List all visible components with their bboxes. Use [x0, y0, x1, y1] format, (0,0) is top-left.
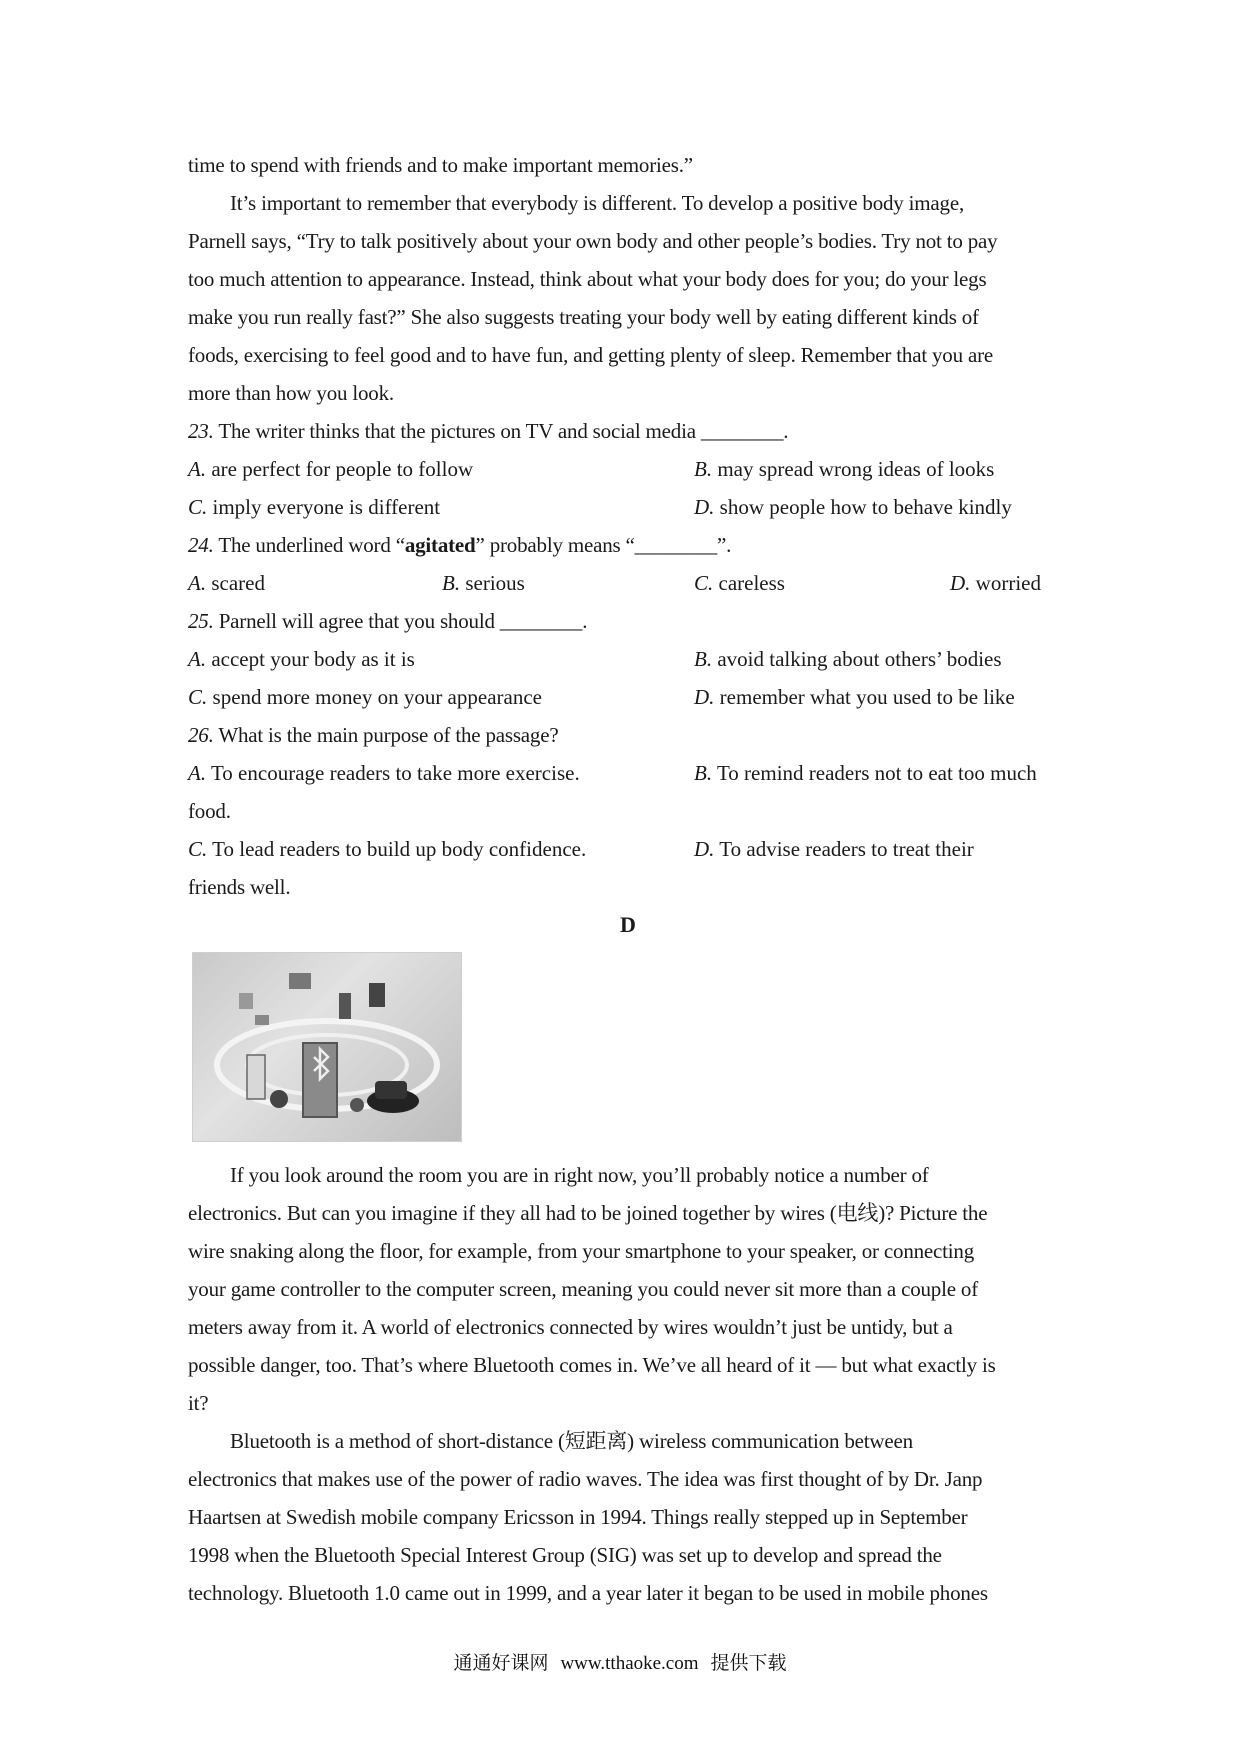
option-b-continued: food.	[188, 799, 231, 823]
option-b: B. To remind readers not to eat too much	[694, 761, 1037, 785]
passage-line: wire snaking along the floor, for example, from your smartphone to your speaker, or connecting	[188, 1239, 975, 1263]
options-row	[188, 830, 1060, 868]
question-stem: What is the main purpose of the passage?	[213, 723, 559, 747]
option-a: A. To encourage readers to take more exercise.	[188, 761, 580, 785]
option-a: A. accept your body as it is	[188, 647, 415, 671]
options-row	[188, 450, 1060, 488]
question-26	[188, 716, 1060, 754]
key-word: agitated	[404, 533, 476, 557]
option-c: C. spend more money on your appearance	[188, 685, 542, 709]
passage-line: It’s important to remember that everybody is different. To develop a positive body image,	[230, 191, 965, 215]
page-footer	[0, 1649, 1240, 1679]
question-number: 24.	[188, 533, 214, 557]
option-a: A. scared	[188, 571, 265, 595]
option-c: C. careless	[694, 571, 785, 595]
passage-line: more than how you look.	[188, 381, 394, 405]
question-stem: Parnell will agree that you should ________.	[213, 609, 588, 633]
passage-line: foods, exercising to feel good and to have fun, and getting plenty of sleep. Remember that you are	[188, 343, 993, 367]
passage-line: If you look around the room you are in right now, you’ll probably notice a number of	[230, 1163, 929, 1187]
option-d: D. remember what you used to be like	[694, 685, 1015, 709]
bluetooth-illustration-icon	[193, 953, 461, 1141]
footer-site-name: 通通好课网	[453, 1653, 549, 1674]
question-number: 26.	[188, 723, 214, 747]
question-23	[188, 412, 1060, 450]
passage-line: electronics. But can you imagine if they all had to be joined together by wires (电线)? Picture the	[188, 1201, 988, 1225]
passage-line: it?	[188, 1391, 209, 1415]
option-d: D. To advise readers to treat their	[694, 837, 974, 861]
option-c: C. imply everyone is different	[188, 495, 441, 519]
options-row	[188, 640, 1060, 678]
passage-line: Haartsen at Swedish mobile company Ericsson in 1994. Things really stepped up in September	[188, 1505, 968, 1529]
bluetooth-devices-illustration	[192, 952, 462, 1142]
option-d: D. show people how to behave kindly	[694, 495, 1012, 519]
options-row	[188, 488, 1060, 526]
question-number: 23.	[188, 419, 214, 443]
passage-line: Parnell says, “Try to talk positively about your own body and other people’s bodies. Try not to pay	[188, 229, 998, 253]
passage-line: 1998 when the Bluetooth Special Interest Group (SIG) was set up to develop and spread the	[188, 1543, 942, 1567]
options-row	[188, 678, 1060, 716]
passage-line: time to spend with friends and to make important memories.”	[188, 153, 693, 177]
option-b: B. serious	[442, 571, 525, 595]
passage-line: technology. Bluetooth 1.0 came out in 1999, and a year later it began to be used in mobile phones	[188, 1581, 988, 1605]
question-25	[188, 602, 1060, 640]
option-d-continued: friends well.	[188, 875, 291, 899]
passage-line: Bluetooth is a method of short-distance (短距离) wireless communication between	[230, 1429, 913, 1453]
footer-url[interactable]: www.tthaoke.com	[560, 1653, 699, 1674]
passage-line: meters away from it. A world of electronics connected by wires wouldn’t just be untidy, but a	[188, 1315, 953, 1339]
question-24: 24. The underlined word “agitated” probably means “________”.	[188, 533, 732, 557]
document-page	[188, 146, 1060, 1612]
option-c: C. To lead readers to build up body confidence.	[188, 837, 587, 861]
question-stem: The writer thinks that the pictures on TV and social media ________.	[213, 419, 789, 443]
footer-tagline: 提供下载	[710, 1653, 787, 1674]
question-number: 25.	[188, 609, 214, 633]
option-b: B. may spread wrong ideas of looks	[694, 457, 995, 481]
option-d: D. worried	[950, 571, 1041, 595]
option-a: A. are perfect for people to follow	[188, 457, 474, 481]
passage-line: too much attention to appearance. Instead, think about what your body does for you; do your legs	[188, 267, 987, 291]
passage-line: electronics that makes use of the power of radio waves. The idea was first thought of by Dr. Janp	[188, 1467, 983, 1491]
option-b: B. avoid talking about others’ bodies	[694, 647, 1002, 671]
options-row	[188, 754, 1060, 792]
passage-line: make you run really fast?” She also suggests treating your body well by eating different kinds of	[188, 305, 979, 329]
options-row	[188, 564, 1060, 602]
passage-line: your game controller to the computer screen, meaning you could never sit more than a couple of	[188, 1277, 979, 1301]
passage-line: possible danger, too. That’s where Bluetooth comes in. We’ve all heard of it — but what exactly is	[188, 1353, 996, 1377]
section-heading: D	[620, 912, 636, 937]
